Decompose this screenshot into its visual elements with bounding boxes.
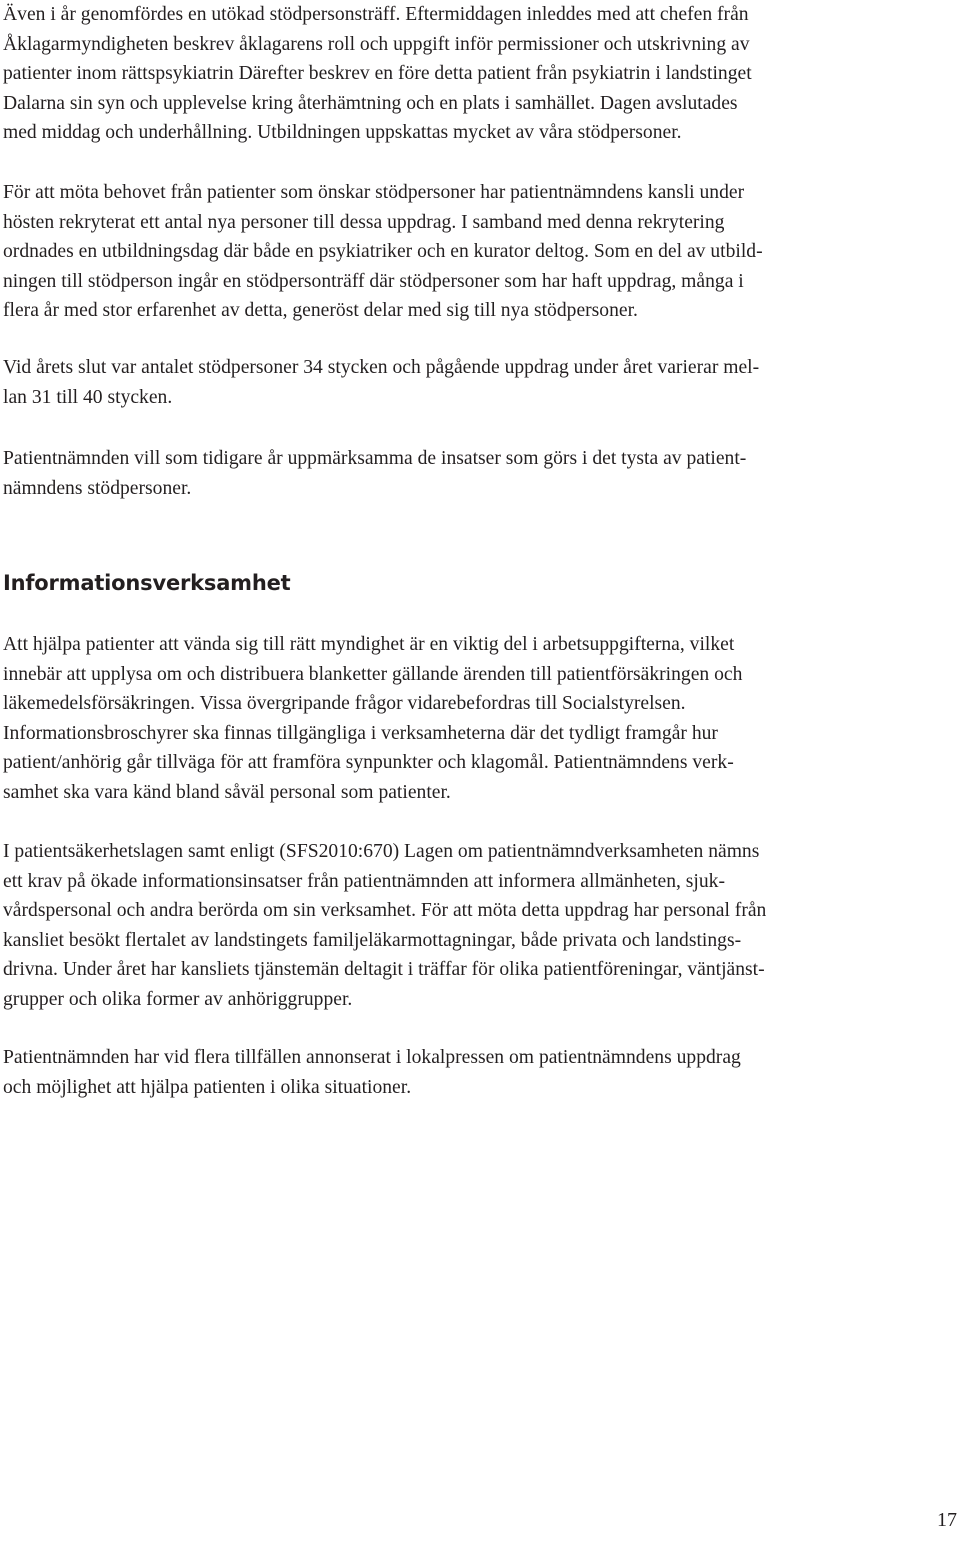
paragraph-patientsakerhetslagen xyxy=(3,837,766,1015)
text-line: flera år med stor erfarenhet av detta, generöst delar med sig till nya stödpersoner. xyxy=(3,300,638,322)
text-line: drivna. Under året har kansliets tjänstemän deltagit i träffar för olika patientföreningar, väntjänst- xyxy=(3,959,765,981)
text-line: Dalarna sin syn och upplevelse kring återhämtning och en plats i samhället. Dagen avslutades xyxy=(3,92,738,114)
text-line: Åklagarmyndigheten beskrev åklagarens roll och uppgift inför permissioner och utskrivning av xyxy=(3,33,750,55)
text-line: Även i år genomfördes en utökad stödpersonsträff. Eftermiddagen inleddes med att chefen från xyxy=(3,4,749,25)
paragraph-stodpersonstraff xyxy=(3,0,752,148)
section-heading: Informationsverksamhet xyxy=(3,571,291,595)
text-line: ningen till stödperson ingår en stödpersonträff där stödpersoner som har haft uppdrag, många i xyxy=(3,270,744,292)
paragraph-rekrytering xyxy=(3,178,763,326)
text-line: För att möta behovet från patienter som önskar stödpersoner har patientnämndens kansli under xyxy=(3,182,745,203)
text-line: lan 31 till 40 stycken. xyxy=(3,386,173,408)
text-line: grupper och olika former av anhöriggrupper. xyxy=(3,988,353,1010)
text-line: nämndens stödpersoner. xyxy=(3,477,192,499)
text-line: I patientsäkerhetslagen samt enligt (SFS2010:670) Lagen om patientnämndverksamheten nämns xyxy=(3,841,760,862)
paragraph-uppmarksamma xyxy=(3,444,746,503)
paragraph-hjalpa-patienter xyxy=(3,630,742,808)
text-line: och möjlighet att hjälpa patienten i olika situationer. xyxy=(3,1076,412,1098)
text-line: kansliet besökt flertalet av landstingets familjeläkarmottagningar, både privata och landstings- xyxy=(3,929,742,951)
text-line: Patientnämnden vill som tidigare år uppmärksamma de insatser som görs i det tysta av patient- xyxy=(3,448,747,469)
text-line: med middag och underhållning. Utbildningen uppskattas mycket av våra stödpersoner. xyxy=(3,122,682,144)
text-line: innebär att upplysa om och distribuera blanketter gällande ärenden till patientförsäkringen och xyxy=(3,663,743,685)
paragraph-antal-stodpersoner xyxy=(3,353,759,412)
text-line: ett krav på ökade informationsinsatser från patientnämnden att informera allmänheten, sjuk- xyxy=(3,870,725,892)
text-line: Patientnämnden har vid flera tillfällen annonserat i lokalpressen om patientnämndens uppdrag xyxy=(3,1047,741,1068)
text-line: vårdspersonal och andra berörda om sin verksamhet. För att möta detta uppdrag har personal från xyxy=(3,900,767,922)
text-line: Informationsbroschyrer ska finnas tillgängliga i verksamheterna där det tydligt framgår hur xyxy=(3,722,718,744)
text-line: ordnades en utbildningsdag där både en psykiatriker och en kurator deltog. Som en del av utbild- xyxy=(3,241,763,263)
paragraph-annonserat xyxy=(3,1043,741,1102)
text-line: patienter inom rättspsykiatrin Därefter beskrev en före detta patient från psykiatrin i landstinget xyxy=(3,63,752,85)
text-line: Att hjälpa patienter att vända sig till rätt myndighet är en viktig del i arbetsuppgifterna, vilket xyxy=(3,634,735,655)
text-line: hösten rekryterat ett antal nya personer till dessa uppdrag. I samband med denna rekrytering xyxy=(3,211,725,233)
text-line: patient/anhörig går tillväga för att framföra synpunkter och klagomål. Patientnämndens verk- xyxy=(3,752,734,774)
page-number: 17 xyxy=(937,1509,957,1531)
text-line: läkemedelsförsäkringen. Vissa övergripande frågor vidarebefordras till Socialstyrelsen. xyxy=(3,693,686,715)
text-line: samhet ska vara känd bland såväl personal som patienter. xyxy=(3,781,451,803)
text-line: Vid årets slut var antalet stödpersoner 34 stycken och pågående uppdrag under året varierar mel- xyxy=(3,357,760,378)
